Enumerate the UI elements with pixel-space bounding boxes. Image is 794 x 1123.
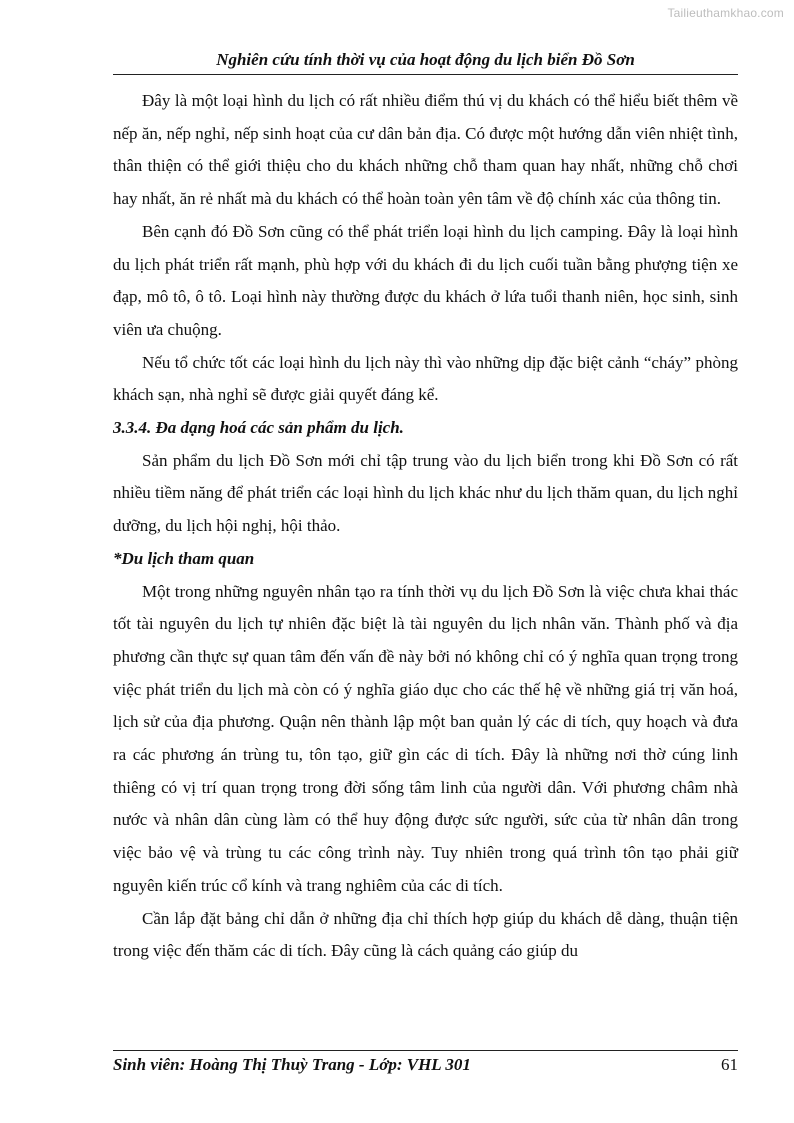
paragraph-6: Cần lắp đặt bảng chỉ dẫn ở những địa chỉ thích hợp giúp du khách dễ dàng, thuận tiện trong việc đến thăm các di tích. Đây cũng là cách quảng cáo giúp du [113, 908, 738, 961]
paragraph-2: Bên cạnh đó Đồ Sơn cũng có thể phát triển loại hình du lịch camping. Đây là loại hình du lịch phát triển rất mạnh, phù hợp với du khách đi du lịch cuối tuần bằng phượng tiện xe đạp, mô tô, ô tô. Loại hình này thường được du khách ở lứa tuổi thanh niên, học sinh, sinh viên ưa chuộng. [113, 221, 738, 339]
paragraph-3: Nếu tổ chức tốt các loại hình du lịch này thì vào những dịp đặc biệt cảnh “cháy” phòng khách sạn, nhà nghỉ sẽ được giải quyết đáng kể. [113, 352, 738, 405]
page-header: Nghiên cứu tính thời vụ của hoạt động du lịch biển Đồ Sơn [113, 50, 738, 75]
paragraph-4: Sản phẩm du lịch Đồ Sơn mới chỉ tập trung vào du lịch biển trong khi Đồ Sơn có rất nhiều tiềm năng để phát triển các loại hình du lịch khác như du lịch thăm quan, du lịch nghỉ dưỡng, du lịch hội nghị, hội thảo. [113, 450, 738, 536]
page-footer [113, 1050, 738, 1075]
paragraph-1: Đây là một loại hình du lịch có rất nhiều điểm thú vị du khách có thể hiểu biết thêm về nếp ăn, nếp nghỉ, nếp sinh hoạt của cư dân bản địa. Có được một hướng dẫn viên nhiệt tình, thân thiện có thể giới thiệu cho du khách những chỗ tham quan hay nhất, những chỗ chơi hay nhất, ăn rẻ nhất mà du khách có thể hoàn toàn yên tâm về độ chính xác của thông tin. [113, 91, 738, 209]
sub-heading: *Du lịch tham quan [113, 548, 255, 568]
watermark: Tailieuthamkhao.com [667, 6, 784, 20]
footer-author: Sinh viên: Hoàng Thị Thuỳ Trang - Lớp: VHL 301 [113, 1055, 471, 1074]
page-number: 61 [721, 1055, 738, 1074]
page-body [113, 85, 738, 968]
section-heading: 3.3.4. Đa dạng hoá các sản phẩm du lịch. [113, 418, 404, 438]
paragraph-5: Một trong những nguyên nhân tạo ra tính thời vụ du lịch Đồ Sơn là việc chưa khai thác tốt tài nguyên du lịch tự nhiên đặc biệt là tài nguyên du lịch nhân văn. Thành phố và địa phương cần thực sự quan tâm đến vấn đề này bởi nó không chỉ có ý nghĩa quan trọng trong việc phát triển du lịch mà còn có ý nghĩa giáo dục cho các thế hệ về những giá trị văn hoá, lịch sử của địa phương. Quận nên thành lập một ban quản lý các di tích, quy hoạch và đưa ra các phương án trùng tu, tôn tạo, giữ gìn các di tích. Đây là những nơi thờ cúng linh thiêng có vị trí quan trọng trong đời sống tâm linh của người dân. Với phương châm nhà nước và nhân dân cùng làm có thể huy động được sức người, sức của từ nhân dân trong việc bảo vệ và trùng tu các công trình này. Tuy nhiên trong quá trình tôn tạo phải giữ nguyên kiến trúc cổ kính và trang nghiêm của các di tích. [113, 581, 738, 895]
